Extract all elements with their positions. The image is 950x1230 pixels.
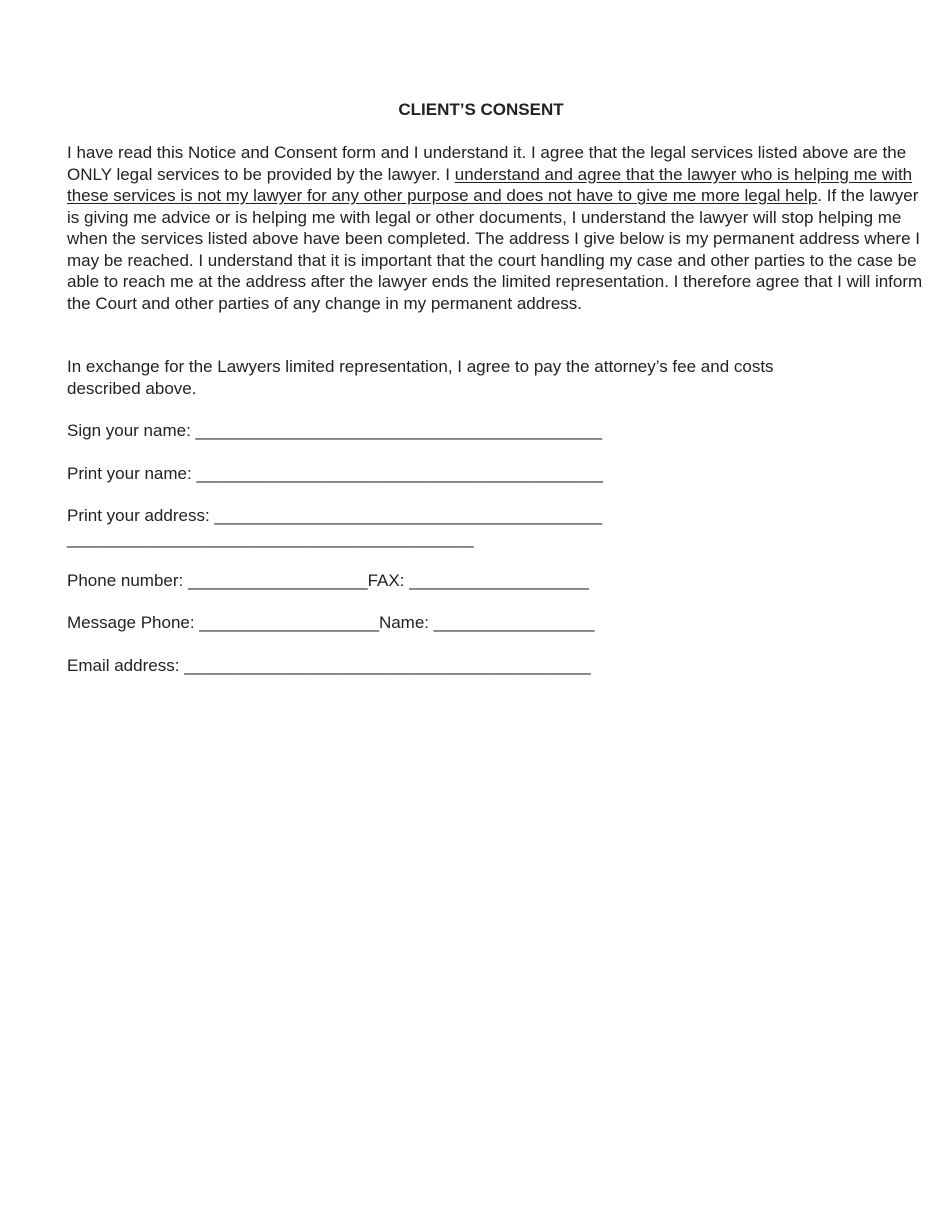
sign-name-label: Sign your name: — [67, 421, 196, 440]
message-phone-field[interactable]: ___________________ — [199, 613, 379, 632]
consent-text-2: . If the lawyer is giving me advice or is helping me with legal or other documents, I understand the lawyer will stop helping me when the services listed above have been completed. The address I give below is my permanent address where I may be reached. I understand that it is important that the court handling my case and other parties to the case be able to reach me at the address after the lawyer ends the limited representation. I therefore agree that I will inform the Court and other parties of any change in my permanent address. — [67, 186, 923, 313]
message-name-label: Name: — [378, 613, 434, 632]
phone-label: Phone number: — [67, 571, 188, 590]
message-name-field[interactable]: _________________ — [433, 613, 595, 632]
address-field[interactable]: _________________________________________ — [214, 506, 603, 525]
address-field-line-2[interactable]: ___________________________________________ — [67, 529, 474, 548]
page-title: CLIENT’S CONSENT — [398, 100, 564, 119]
consent-text-1: I have read this Notice and Consent form and I understand it. I agree that the legal services listed above are the ONLY legal services to be provided by the lawyer. I — [67, 143, 907, 184]
consent-underlined-text: understand and agree that the lawyer who is helping me with these services is not my lawyer for any other purpose and does not have to give me more legal help — [67, 164, 913, 205]
email-field[interactable]: ___________________________________________ — [184, 656, 591, 675]
print-name-label: Print your name: — [67, 464, 197, 483]
message-phone-label: Message Phone: — [67, 613, 200, 632]
fax-field[interactable]: ___________________ — [409, 571, 589, 590]
email-row — [67, 655, 591, 676]
phone-fax-row — [67, 570, 589, 591]
fee-paragraph: In exchange for the Lawyers limited representation, I agree to pay the attorney’s fee and costs described above. — [67, 357, 774, 398]
address-row — [67, 505, 602, 526]
sign-name-field[interactable]: ___________________________________________ — [195, 421, 603, 440]
print-name-field[interactable]: ___________________________________________ — [196, 464, 604, 483]
print-name-row — [67, 463, 603, 484]
phone-field[interactable]: ___________________ — [187, 571, 368, 590]
fax-label: FAX: — [367, 571, 410, 590]
sign-name-row — [67, 420, 602, 441]
message-phone-row — [67, 612, 594, 633]
email-label: Email address: — [67, 656, 185, 675]
address-label: Print your address: — [67, 506, 215, 525]
consent-paragraph — [67, 142, 927, 314]
address-row-2 — [67, 528, 474, 549]
